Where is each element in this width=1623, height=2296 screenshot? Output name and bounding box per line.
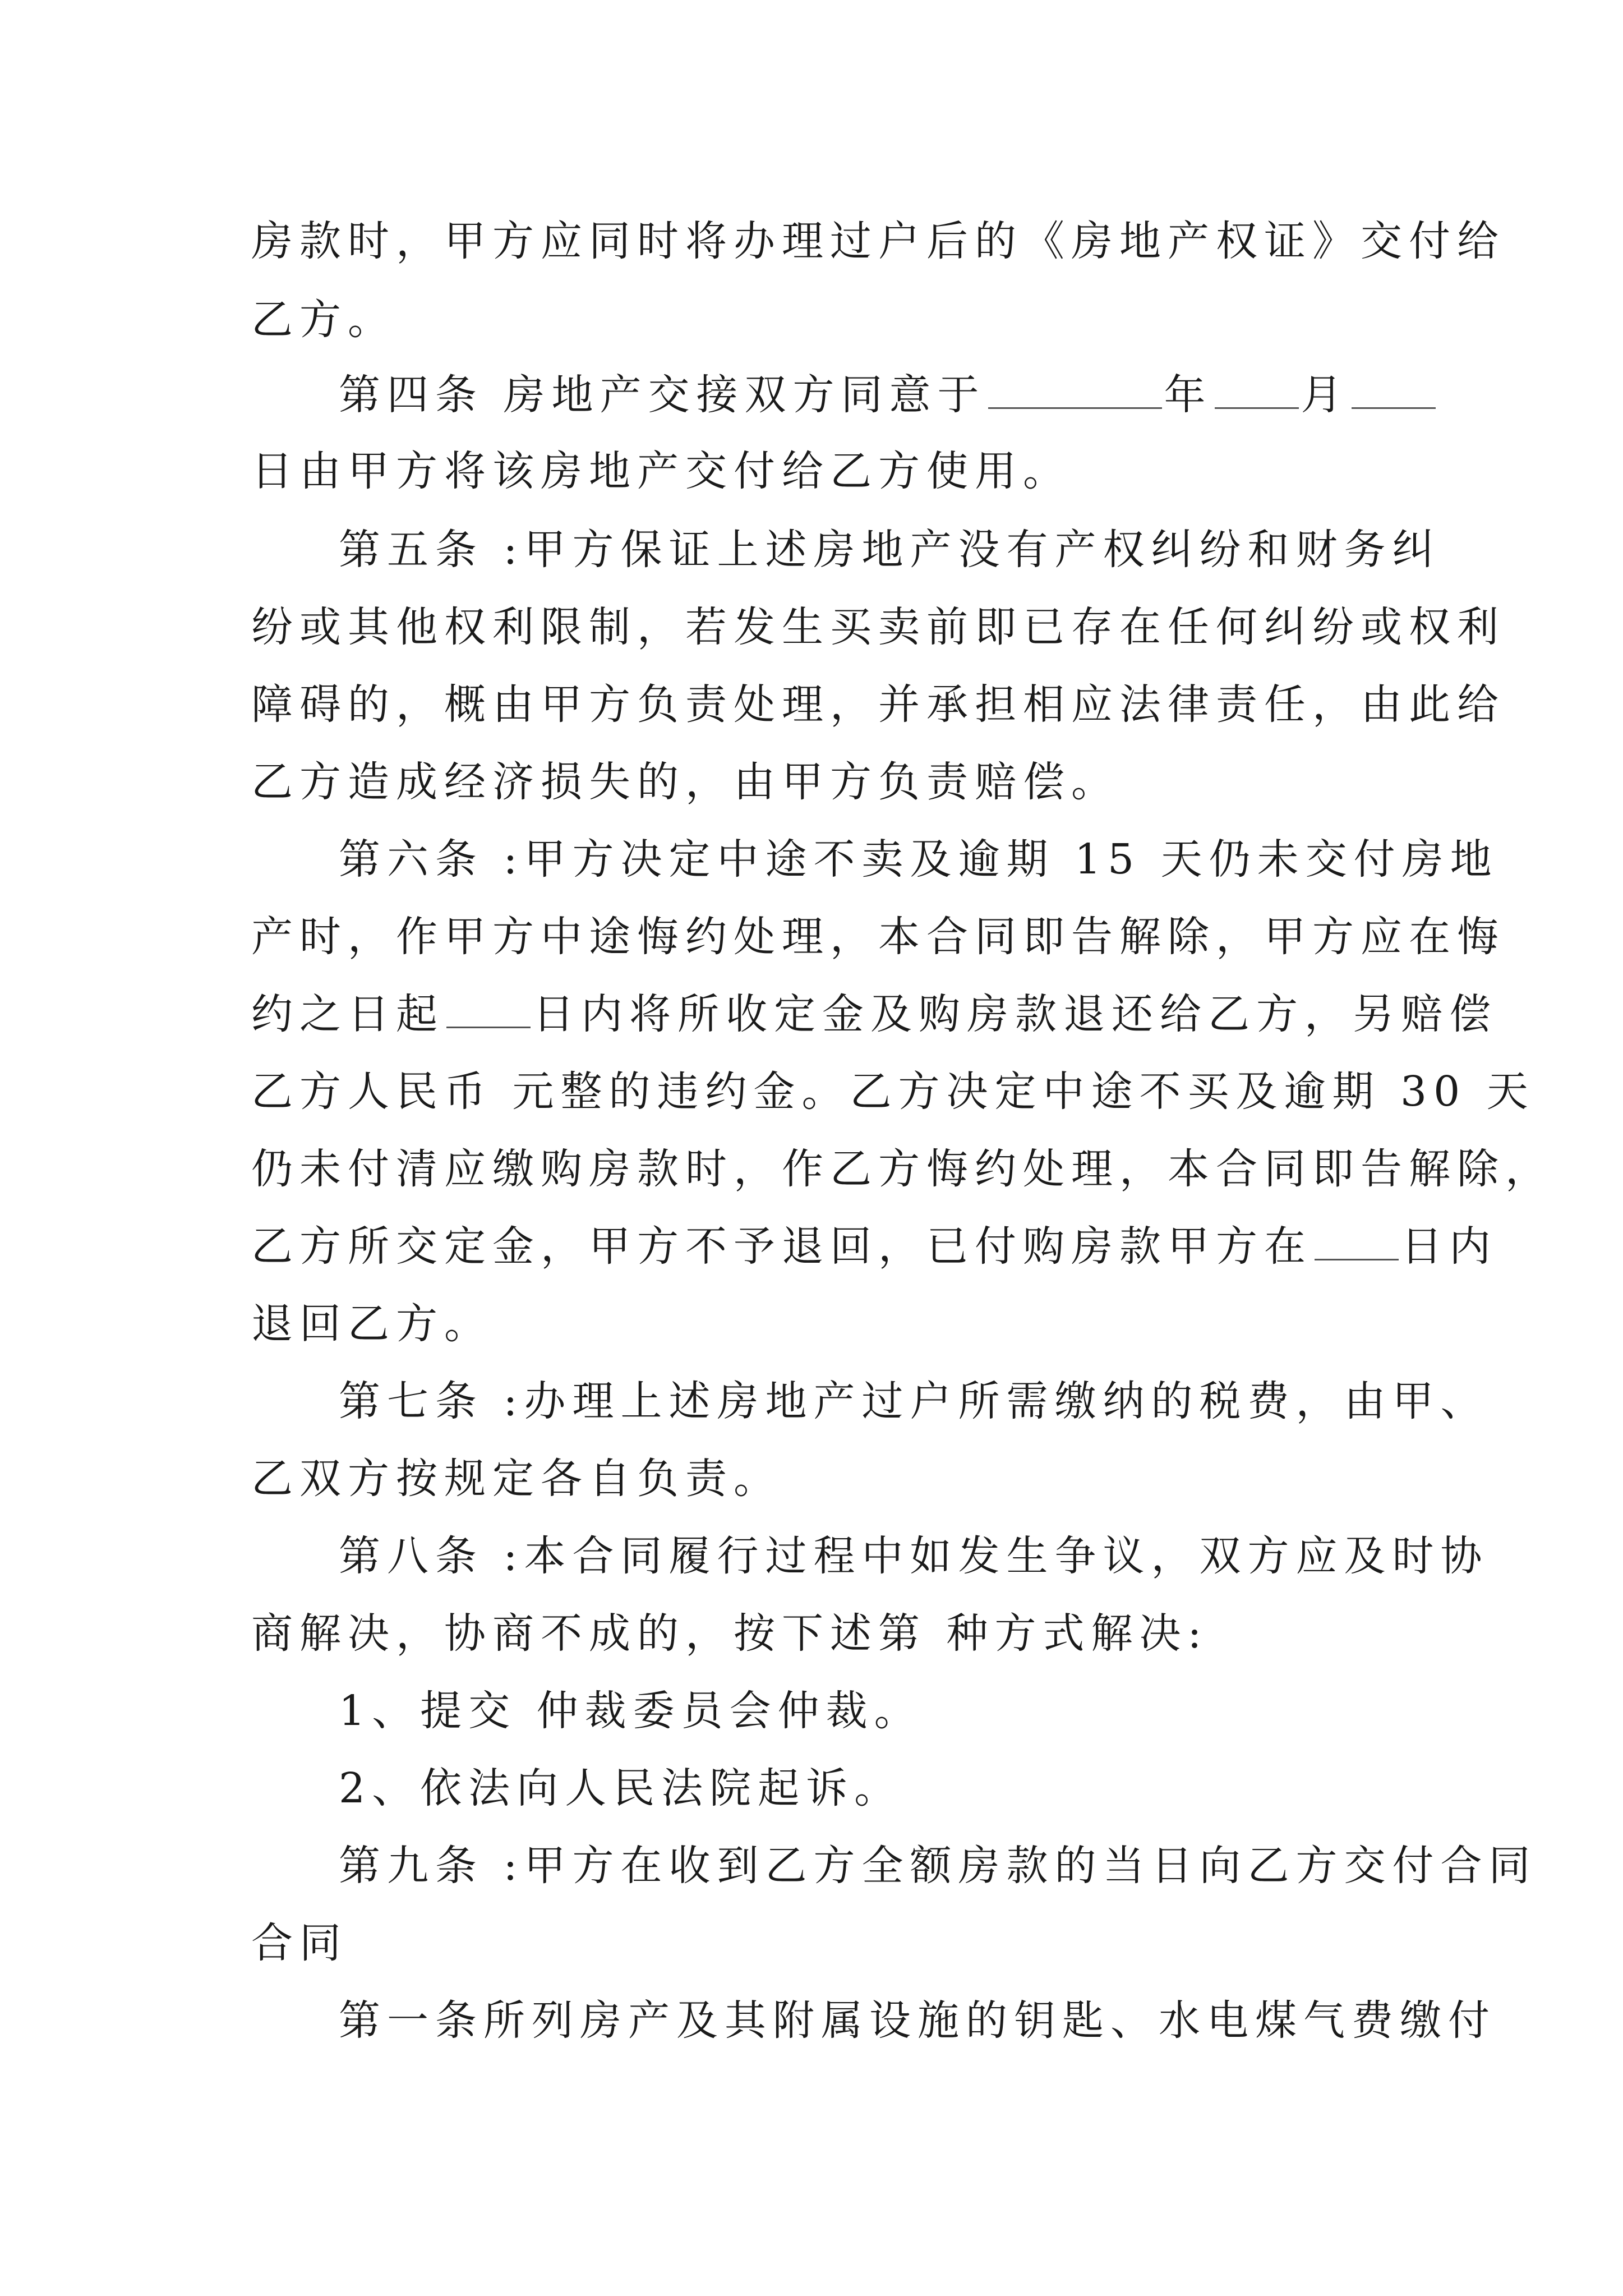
option-1-line — [339, 1683, 923, 1739]
blank-field-days-return[interactable] — [1315, 1220, 1399, 1260]
text: 第八条 :本合同履行过程中如发生争议，双方应及时协 — [339, 1532, 1489, 1580]
text-line-10 — [251, 909, 1505, 965]
text: 1、提交 仲裁委员会仲裁。 — [339, 1687, 923, 1735]
text: 仍未付清应缴购房款时，作乙方悔约处理，本合同即告解除， — [251, 1145, 1553, 1193]
text: 2、依法向人民法院起诉。 — [339, 1764, 903, 1812]
blank-field-month[interactable] — [1215, 368, 1299, 409]
text-line-15 — [251, 1296, 492, 1352]
text: 月 — [1301, 371, 1349, 419]
text: 合同 — [251, 1919, 348, 1967]
text-line-23 — [251, 1915, 348, 1971]
article-5-line-1 — [339, 522, 1440, 578]
text: 第四条 房地产交接双方同意于 — [339, 371, 986, 419]
blank-field-day[interactable] — [1352, 368, 1436, 409]
text: 第五条 :甲方保证上述房地产没有产权纠纷和财务纠 — [339, 526, 1441, 574]
text: 商解决，协商不成的，按下述第 种方式解决: — [251, 1609, 1209, 1658]
text: 约之日起 — [251, 990, 444, 1038]
text: 第一条所列房产及其附属设施的钥匙、水电煤气费缴付 — [339, 1996, 1496, 2045]
text-line-14 — [251, 1218, 1497, 1274]
text: 第九条 :甲方在收到乙方全额房款的当日向乙方交付合同 — [339, 1842, 1537, 1890]
text: 日内将所收定金及购房款退还给乙方，另赔偿 — [533, 990, 1497, 1038]
text-line-13 — [251, 1141, 1553, 1197]
text: 障碍的，概由甲方负责处理，并承担相应法律责任，由此给 — [251, 680, 1505, 729]
text-line-7 — [251, 677, 1505, 733]
text-line-11 — [251, 986, 1497, 1042]
text-line-1 — [251, 213, 1505, 269]
article-4-line-1 — [339, 367, 1438, 423]
text: 年 — [1164, 371, 1212, 419]
text-line-2 — [251, 292, 396, 348]
text: 日内 — [1401, 1222, 1497, 1271]
text-line-8 — [251, 754, 1119, 810]
text: 纷或其他权利限制，若发生买卖前即已存在任何纠纷或权利 — [251, 603, 1505, 651]
text: 日由甲方将该房地产交付给乙方使用。 — [251, 447, 1071, 495]
article-8-line-1 — [339, 1528, 1488, 1584]
text-line-17 — [251, 1451, 782, 1507]
text: 房款时，甲方应同时将办理过户后的《房地产权证》交付给 — [251, 217, 1505, 265]
blank-field-days-refund[interactable] — [446, 987, 531, 1028]
text: 第七条 :办理上述房地产过户所需缴纳的税费，由甲、 — [339, 1377, 1489, 1425]
text: 退回乙方。 — [251, 1300, 492, 1348]
text: 乙方造成经济损失的，由甲方负责赔偿。 — [251, 758, 1119, 806]
article-9-line-1 — [339, 1838, 1537, 1894]
blank-field-year[interactable] — [988, 368, 1162, 409]
article-7-line-1 — [339, 1373, 1488, 1429]
text: 产时，作甲方中途悔约处理，本合同即告解除，甲方应在悔 — [251, 913, 1505, 961]
article-6-line-1 — [339, 831, 1498, 887]
text: 乙方所交定金，甲方不予退回，已付购房款甲方在 — [251, 1222, 1312, 1271]
text: 第六条 :甲方决定中途不卖及逾期 15 天仍未交付房地 — [339, 835, 1498, 884]
text: 乙双方按规定各自负责。 — [251, 1455, 782, 1503]
option-2-line — [339, 1760, 902, 1816]
text: 乙方。 — [251, 296, 396, 344]
text-line-19 — [251, 1605, 1208, 1662]
text: 乙方人民币 元整的违约金。乙方决定中途不买及逾期 30 天 — [251, 1068, 1535, 1116]
text-line-4 — [251, 443, 1071, 499]
text-line-6 — [251, 599, 1505, 655]
text-line-24 — [339, 1993, 1496, 2049]
text-line-12 — [251, 1064, 1535, 1120]
